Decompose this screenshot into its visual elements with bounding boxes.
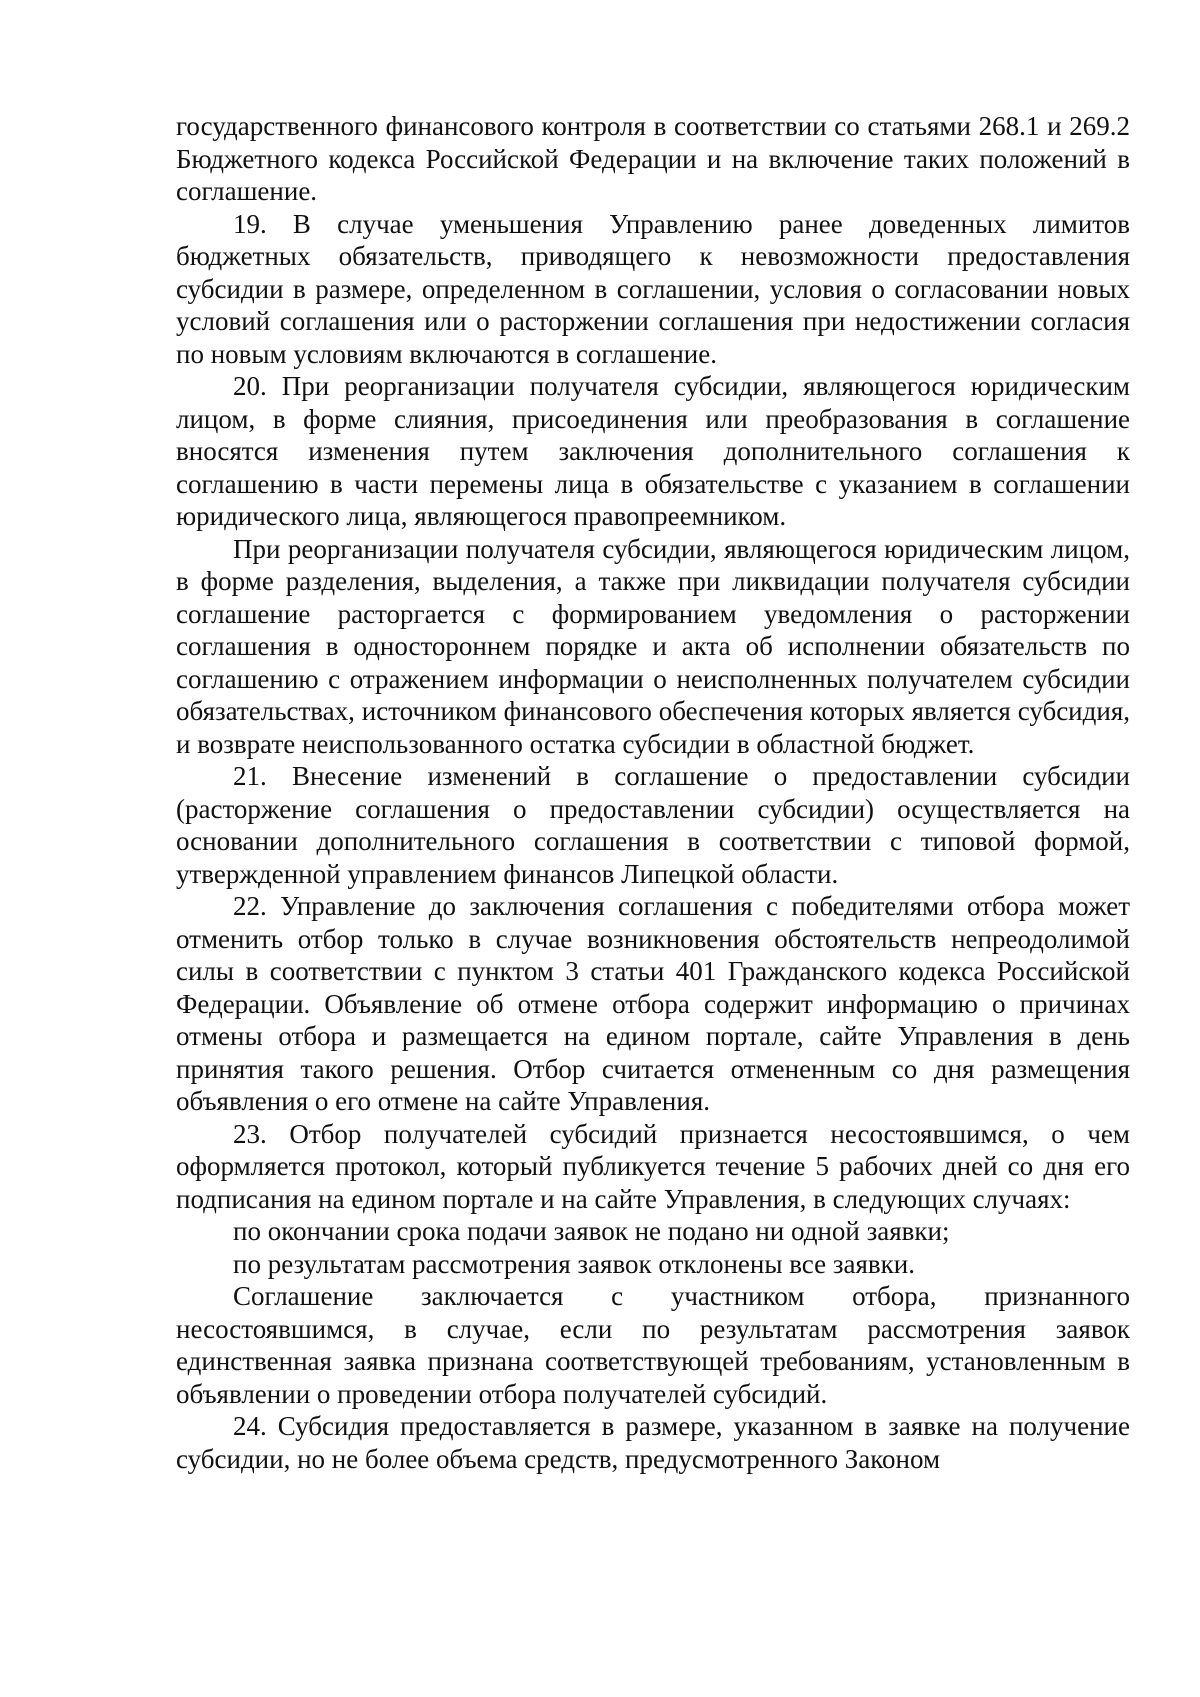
paragraph-item-20-liquidation: При реорганизации получателя субсидии, являющегося юридическим лицом, в форме разделения, выделения, а также при ликвидации получателя субсидии соглашение расторгается с формированием уведомления о расторжении соглашения в одностороннем порядке и акта об исполнении обязательств по соглашению с отражением информации о неисполненных получателем субсидии обязательствах, источником финансового обеспечения которых является субсидия, и возврате неиспользованного остатка субсидии в областной бюджет. (176, 533, 1130, 759)
paragraph-item-24: 24. Субсидия предоставляется в размере, указанном в заявке на получение субсидии, но не более объема средств, предусмотренного Законом (176, 1411, 1130, 1474)
paragraph-item-20: 20. При реорганизации получателя субсидии, являющегося юридическим лицом, в форме слияния, присоединения или преобразования в соглашение вносятся изменения путем заключения дополнительного соглашения к соглашению в части перемены лица в обязательстве с указанием в соглашении юридического лица, являющегося правопреемником. (176, 371, 1130, 531)
paragraph-case-all-rejected: по результатам рассмотрения заявок отклонены все заявки. (233, 1248, 915, 1279)
paragraph-item-22: 22. Управление до заключения соглашения с победителями отбора может отменить отбор только в случае возникновения обстоятельств непреодолимой силы в соответствии с пунктом 3 статьи 401 Гражданского кодекса Российской Федерации. Объявление об отмене отбора содержит информацию о причинах отмены отбора и размещается на едином портале, сайте Управления в день принятия такого решения. Отбор считается отмененным со дня размещения объявления о его отмене на сайте Управления. (176, 891, 1130, 1116)
paragraph-item-19: 19. В случае уменьшения Управлению ранее доведенных лимитов бюджетных обязательств, приводящего к невозможности предоставления субсидии в размере, определенном в соглашении, условия о согласовании новых условий соглашения или о расторжении соглашения при недостижении согласия по новым условиям включаются в соглашение. (176, 208, 1130, 369)
paragraph-item-23: 23. Отбор получателей субсидий признается несостоявшимся, о чем оформляется протокол, который публикуется течение 5 рабочих дней со дня его подписания на едином портале и на сайте Управления, в следующих случаях: (176, 1118, 1130, 1214)
paragraph-single-participant: Соглашение заключается с участником отбора, признанного несостоявшимся, в случае, если по результатам рассмотрения заявок единственная заявка признана соответствующей требованиям, установленным в объявлении о проведении отбора получателей субсидий. (176, 1281, 1130, 1409)
paragraph-continuation: государственного финансового контроля в соответствии со статьями 268.1 и 269.2 Бюджетного кодекса Российской Федерации и на включение таких положений в соглашение. (176, 111, 1130, 206)
paragraph-case-no-applications: по окончании срока подачи заявок не подано ни одной заявки; (233, 1216, 950, 1246)
paragraph-item-21: 21. Внесение изменений в соглашение о предоставлении субсидии (расторжение соглашения о предоставлении субсидии) осуществляется на основании дополнительного соглашения в соответствии с типовой формой, утвержденной управлением финансов Липецкой области. (176, 761, 1130, 889)
document-page (176, 110, 1130, 1475)
